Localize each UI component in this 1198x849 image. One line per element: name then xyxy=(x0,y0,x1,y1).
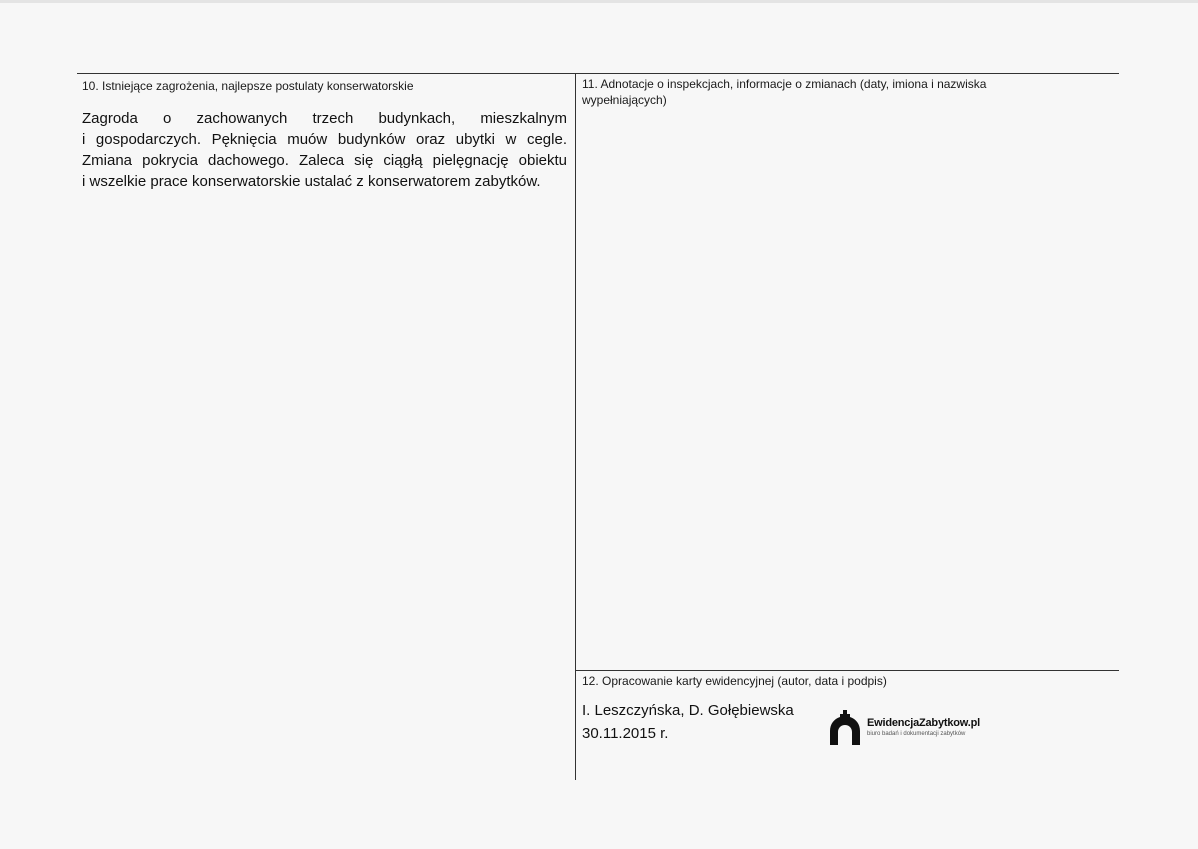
column-divider xyxy=(575,73,576,780)
section10-text-line: i gospodarczych. Pęknięcia muów budynków oraz ubytki w cegle. xyxy=(82,131,567,148)
logo-subtitle: biuro badań i dokumentacji zabytków xyxy=(867,731,966,737)
section11-top-rule xyxy=(575,73,1119,74)
building-silhouette-icon xyxy=(827,708,863,746)
author-names: I. Leszczyńska, D. Gołębiewska xyxy=(582,702,794,719)
section10-top-rule xyxy=(77,73,575,74)
section12-heading: 12. Opracowanie karty ewidencyjnej (autor, data i podpis) xyxy=(582,674,887,688)
section11-heading-line2: wypełniających) xyxy=(582,93,667,107)
section12-top-rule xyxy=(575,670,1119,671)
section10-text-line: i wszelkie prace konserwatorskie ustalać z konserwatorem zabytków. xyxy=(82,173,541,190)
page-top-edge xyxy=(0,0,1198,3)
logo-title: EwidencjaZabytkow.pl xyxy=(867,717,980,729)
company-logo xyxy=(827,708,997,746)
section10-text xyxy=(82,108,567,192)
section11-heading-line1: 11. Adnotacje o inspekcjach, informacje o zmianach (daty, imiona i nazwiska xyxy=(582,77,987,91)
card-date: 30.11.2015 r. xyxy=(582,725,669,742)
section10-text-line: Zmiana pokrycia dachowego. Zaleca się ciągłą pielęgnację obiektu xyxy=(82,152,567,169)
section10-text-line: Zagroda o zachowanych trzech budynkach, mieszkalnym xyxy=(82,110,567,127)
section10-heading: 10. Istniejące zagrożenia, najlepsze postulaty konserwatorskie xyxy=(82,79,414,93)
